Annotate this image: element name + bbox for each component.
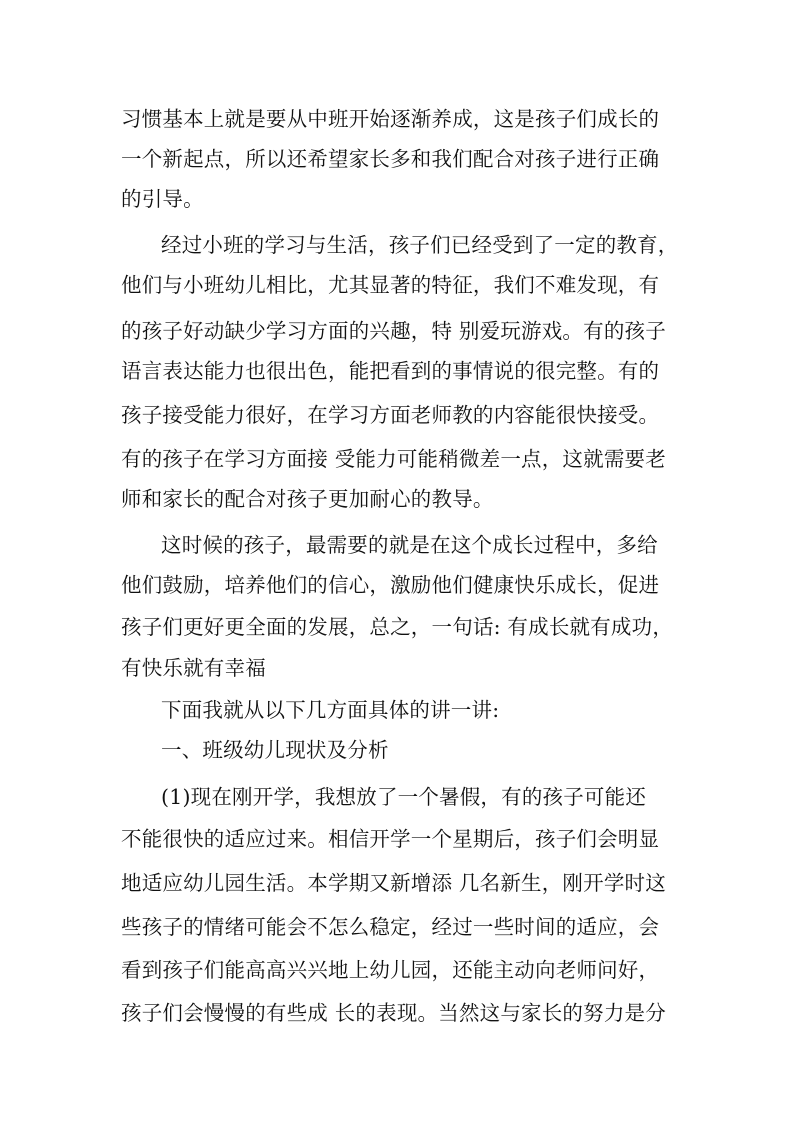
paragraph-first-line: 这时候的孩子，最需要的就是在这个成长过程中，多给 — [161, 533, 658, 557]
text-line: 师和家长的配合对孩子更加耐心的教导。 — [121, 487, 494, 511]
paragraph-first-line: 下面我就从以下几方面具体的讲一讲: — [161, 698, 500, 722]
text-line: 语言表达能力也很出色，能把看到的事情说的很完整。有的 — [121, 359, 660, 383]
text-line: 孩子们会慢慢的有些成 长的表现。当然这与家长的努力是分 — [121, 1001, 666, 1025]
text-line: 不能很快的适应过来。相信开学一个星期后，孩子们会明显 — [121, 827, 660, 851]
text-line: 些孩子的情绪可能会不怎么稳定，经过一些时间的适应，会 — [121, 915, 660, 939]
text-line: 看到孩子们能高高兴兴地上幼儿园，还能主动向老师问好， — [121, 958, 660, 982]
text-line: 习惯基本上就是要从中班开始逐渐养成，这是孩子们成长的 — [121, 107, 660, 131]
paragraph-first-line: 经过小班的学习与生活，孩子们已经受到了一定的教育， — [161, 233, 679, 257]
section-heading: 一、班级幼儿现状及分析 — [161, 738, 389, 762]
text-line: 有的孩子在学习方面接 受能力可能稍微差一点，这就需要老 — [121, 447, 666, 471]
text-line: 有快乐就有幸福 — [121, 656, 266, 680]
text-line: 的孩子好动缺少学习方面的兴趣，特 别爱玩游戏。有的孩子 — [121, 319, 666, 343]
text-line: 他们与小班幼儿相比，尤其显著的特征，我们不难发现，有 — [121, 273, 660, 297]
text-line: 孩子们更好更全面的发展，总之，一句话: 有成长就有成功， — [121, 615, 674, 639]
paragraph-first-line: (1)现在刚开学，我想放了一个暑假，有的孩子可能还 — [161, 785, 647, 809]
text-line: 的引导。 — [121, 187, 204, 211]
text-line: 他们鼓励，培养他们的信心，激励他们健康快乐成长，促进 — [121, 573, 660, 597]
text-line: 孩子接受能力很好，在学习方面老师教的内容能很快接受。 — [121, 403, 660, 427]
text-line: 地适应幼儿园生活。本学期又新增添 几名新生，刚开学时这 — [121, 871, 666, 895]
text-line: 一个新起点，所以还希望家长多和我们配合对孩子进行正确 — [121, 147, 660, 171]
